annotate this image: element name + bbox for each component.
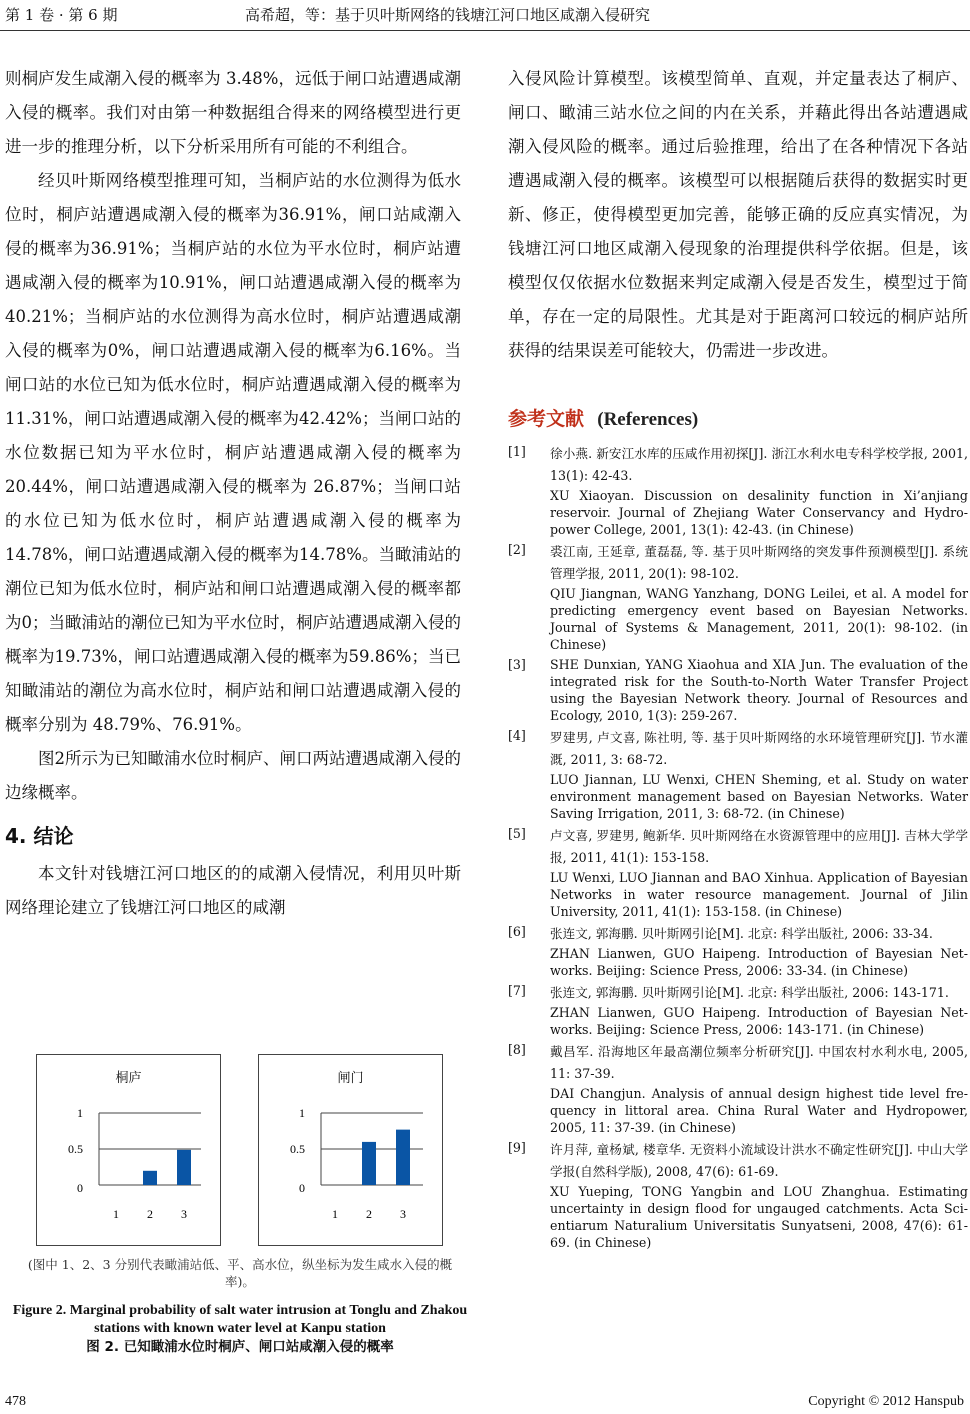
x-tick-label: 2 xyxy=(366,1207,372,1221)
reference-item xyxy=(508,656,968,724)
ref-title-cn: 参考文献 xyxy=(508,408,585,430)
paragraph: 则桐庐发生咸潮入侵的概率为 3.48%，远低于闸口站遭遇咸潮入侵的概率。我们对由第一种数据组合得来的网络模型进行更进一步的推理分析，以下分析采用所有可能的不利组合。 xyxy=(5,69,461,156)
ref-body xyxy=(550,982,968,1038)
ref-number: [9] xyxy=(508,1140,526,1155)
ref-number: [5] xyxy=(508,826,526,841)
ref-body xyxy=(550,825,968,920)
caption-en: Figure 2. Marginal probability of salt water intrusion at Tonglu and Zhakou stations with known water level at Kanpu station xyxy=(12,1303,468,1336)
copyright: Copyright © 2012 Hanspub xyxy=(808,1394,964,1409)
ref-en: DAI Changjun. Analysis of annual design highest tide level fre-quency in littoral area. China Rural Water and Hydropower, 2005, 11: 37-39. (in Chinese) xyxy=(550,1086,968,1135)
reference-item xyxy=(508,1041,968,1136)
ref-number: [8] xyxy=(508,1042,526,1057)
chart-panel-tonglu xyxy=(36,1054,221,1246)
ref-number: [6] xyxy=(508,924,526,939)
ref-en: ZHAN Lianwen, GUO Haipeng. Introduction of Bayesian Net-works. Beijing: Science Press, 2006: 143-171. (in Chinese) xyxy=(550,1005,968,1037)
y-tick-label: 0.5 xyxy=(68,1142,83,1156)
ref-body xyxy=(550,923,968,979)
paragraph: 入侵风险计算模型。该模型简单、直观，并定量表达了桐庐、闸口、瞰浦三站水位之间的内在关系，并藉此得出各站遭遇咸潮入侵风险的概率。通过后验推理，给出了在各种情况下各站遭遇咸潮入侵的概率。该模型可以根据随后获得的数据实时更新、修正，使得模型更加完善，能够正确的反应真实情况，为钱塘江河口地区咸潮入侵现象的治理提供科学依据。但是，该模型仅仅依据水位数据来判定咸潮入侵是否发生，模型过于简单，存在一定的局限性。尤其是对于距离河口较远的桐庐站所获得的结果误差可能较大，仍需进一步改进。 xyxy=(508,69,968,360)
ref-body xyxy=(550,656,968,724)
ref-body xyxy=(550,1139,968,1251)
reference-item xyxy=(508,541,968,653)
bar xyxy=(362,1142,376,1185)
reference-list xyxy=(508,443,968,1251)
running-header xyxy=(0,0,970,31)
y-tick-label: 1 xyxy=(77,1106,83,1120)
ref-en: ZHAN Lianwen, GUO Haipeng. Introduction of Bayesian Net-works. Beijing: Science Press, 2006: 33-34. (in Chinese) xyxy=(550,946,968,978)
ref-en: LU Wenxi, LUO Jiannan and BAO Xinhua. Application of Bayesian Networks in water resource management. Journal of Jilin University, 2011, 41(1): 153-158. (in Chinese) xyxy=(550,870,968,919)
x-tick-label: 2 xyxy=(147,1207,153,1221)
reference-item xyxy=(508,443,968,538)
chart-title: 闸门 xyxy=(337,1071,364,1086)
figure-note: (图中 1、2、3 分别代表瞰浦站低、平、高水位，纵坐标为发生咸水入侵的概率)。 xyxy=(27,1257,453,1289)
reference-item xyxy=(508,1139,968,1251)
reference-item xyxy=(508,982,968,1038)
section-heading: 4. 结论 xyxy=(5,824,74,848)
bar xyxy=(177,1150,191,1185)
ref-body xyxy=(550,443,968,538)
issue-label: 第 1 卷 · 第 6 期 xyxy=(5,6,118,24)
chart-panel-zhakou xyxy=(258,1054,443,1246)
y-tick-label: 0 xyxy=(299,1181,305,1195)
reference-item xyxy=(508,825,968,920)
y-tick-label: 0.5 xyxy=(290,1142,305,1156)
ref-number: [1] xyxy=(508,444,526,459)
ref-number: [2] xyxy=(508,542,526,557)
caption-cn: 图 2. 已知瞰浦水位时桐庐、闸口站咸潮入侵的概率 xyxy=(86,1339,394,1355)
ref-number: [7] xyxy=(508,983,526,998)
paragraph: 经贝叶斯网络模型推理可知，当桐庐站的水位测得为低水位时，桐庐站遭遇咸潮入侵的概率为36.91%，闸口站咸潮入侵的概率为36.91%；当桐庐站的水位为平水位时，桐庐站遭遇咸潮入侵的概率为10.91%，闸口站遭遇咸潮入侵的概率为40.21%；当桐庐站的水位测得为高水位时，桐庐站遭遇咸潮入侵的概率为0%，闸口站遭遇咸潮入侵的概率为6.16%。当闸口站的水位已知为低水位时，桐庐站遭遇咸潮入侵的概率为 11.31%，闸口站遭遇咸潮入侵的概率为42.42%；当闸口站的水位数据已知为平水位时，桐庐站遭遇咸潮入侵的概率为20.44%，闸口站遭遇咸潮入侵的概率为 26.87%；当闸口站的水位已知为低水位时，桐庐站遭遇咸潮入侵的概率为14.78%，闸口站遭遇咸潮入侵的概率为14.78%。当瞰浦站的潮位已知为低水位时，桐庐站和闸口站遭遇咸潮入侵的概率都为0；当瞰浦站的潮位已知为平水位时，桐庐站遭遇咸潮入侵的概率为19.73%，闸口站遭遇咸潮入侵的概率为59.86%；当已知瞰浦站的潮位为高水位时，桐庐站和闸口站遭遇咸潮入侵的概率分别为 48.79%、76.91%。 xyxy=(5,171,461,734)
x-tick-label: 1 xyxy=(332,1207,338,1221)
ref-body xyxy=(550,541,968,653)
reference-item xyxy=(508,727,968,822)
ref-en: LUO Jiannan, LU Wenxi, CHEN Sheming, et al. Study on water environment management based on Bayesian Networks. Water Saving Irrigation, 2011, 3: 68-72. (in Chinese) xyxy=(550,772,968,821)
ref-en: XU Xiaoyan. Discussion on desalinity function in Xi’anjiang reservoir. Journal of Zhejiang Water Conservancy and Hydro-power College, 2001, 13(1): 42-43. (in Chinese) xyxy=(550,488,968,537)
bar-chart xyxy=(37,1055,220,1245)
bar-chart xyxy=(259,1055,442,1245)
x-tick-label: 3 xyxy=(400,1207,406,1221)
right-column xyxy=(508,62,968,1254)
ref-cn: 张连文, 郭海鹏. 贝叶斯网引论[M]. 北京: 科学出版社, 2006: 33-34. xyxy=(550,926,933,941)
x-tick-label: 3 xyxy=(181,1207,187,1221)
left-column xyxy=(5,62,461,925)
y-tick-label: 0 xyxy=(77,1181,83,1195)
page-number: 478 xyxy=(5,1394,26,1409)
ref-en: SHE Dunxian, YANG Xiaohua and XIA Jun. The evaluation of the integrated risk for the South-to-North Water Transfer Project using the Bayesian Network theory. Journal of Resources and Ecology, 2010, 1(3): 259-267. xyxy=(550,657,968,723)
paragraph: 图2所示为已知瞰浦水位时桐庐、闸口两站遭遇咸潮入侵的边缘概率。 xyxy=(5,749,461,802)
ref-cn: 徐小燕. 新安江水库的压咸作用初探[J]. 浙江水利水电专科学校学报, 2001, 13(1): 42-43. xyxy=(550,446,968,483)
bar xyxy=(143,1171,157,1185)
ref-en: QIU Jiangnan, WANG Yanzhang, DONG Leilei, et al. A model for predicting emergency event based on Bayesian Networks. Journal of Systems & Management, 2011, 20(1): 98-102. (in Chinese) xyxy=(550,586,968,652)
ref-cn: 裘江南, 王延章, 董磊磊, 等. 基于贝叶斯网络的突发事件预测模型[J]. 系统管理学报, 2011, 20(1): 98-102. xyxy=(550,544,968,581)
paragraph: 本文针对钱塘江河口地区的的咸潮入侵情况，利用贝叶斯网络理论建立了钱塘江河口地区的咸潮 xyxy=(5,864,461,917)
reference-item xyxy=(508,923,968,979)
chart-title: 桐庐 xyxy=(115,1071,142,1086)
ref-body xyxy=(550,1041,968,1136)
ref-body xyxy=(550,727,968,822)
figure-caption xyxy=(0,1302,480,1356)
ref-cn: 许月萍, 童杨斌, 楼章华. 无资料小流域设计洪水不确定性研究[J]. 中山大学学报(自然科学版), 2008, 47(6): 61-69. xyxy=(550,1142,968,1179)
ref-cn: 戴昌军. 沿海地区年最高潮位频率分析研究[J]. 中国农村水利水电, 2005, 11: 37-39. xyxy=(550,1044,968,1081)
ref-cn: 罗建男, 卢文喜, 陈社明, 等. 基于贝叶斯网络的水环境管理研究[J]. 节水灌溉, 2011, 3: 68-72. xyxy=(550,730,968,767)
x-tick-label: 1 xyxy=(113,1207,119,1221)
ref-cn: 张连文, 郭海鹏. 贝叶斯网引论[M]. 北京: 科学出版社, 2006: 143-171. xyxy=(550,985,949,1000)
y-tick-label: 1 xyxy=(299,1106,305,1120)
ref-number: [4] xyxy=(508,728,526,743)
bar xyxy=(396,1130,410,1185)
running-title: 高希超，等：基于贝叶斯网络的钱塘江河口地区咸潮入侵研究 xyxy=(245,6,651,24)
ref-en: XU Yueping, TONG Yangbin and LOU Zhanghua. Estimating uncertainty in design flood for ungauged catchments. Acta Sci-entiarum Naturalium Universitatis Sunyatseni, 2008, 47(6): 61-69. (in Chinese) xyxy=(550,1184,968,1250)
ref-cn: 卢文喜, 罗建男, 鲍新华. 贝叶斯网络在水资源管理中的应用[J]. 吉林大学学报, 2011, 41(1): 153-158. xyxy=(550,828,968,865)
ref-number: [3] xyxy=(508,657,526,672)
references-heading xyxy=(508,404,968,431)
ref-title-en: (References) xyxy=(597,409,699,430)
